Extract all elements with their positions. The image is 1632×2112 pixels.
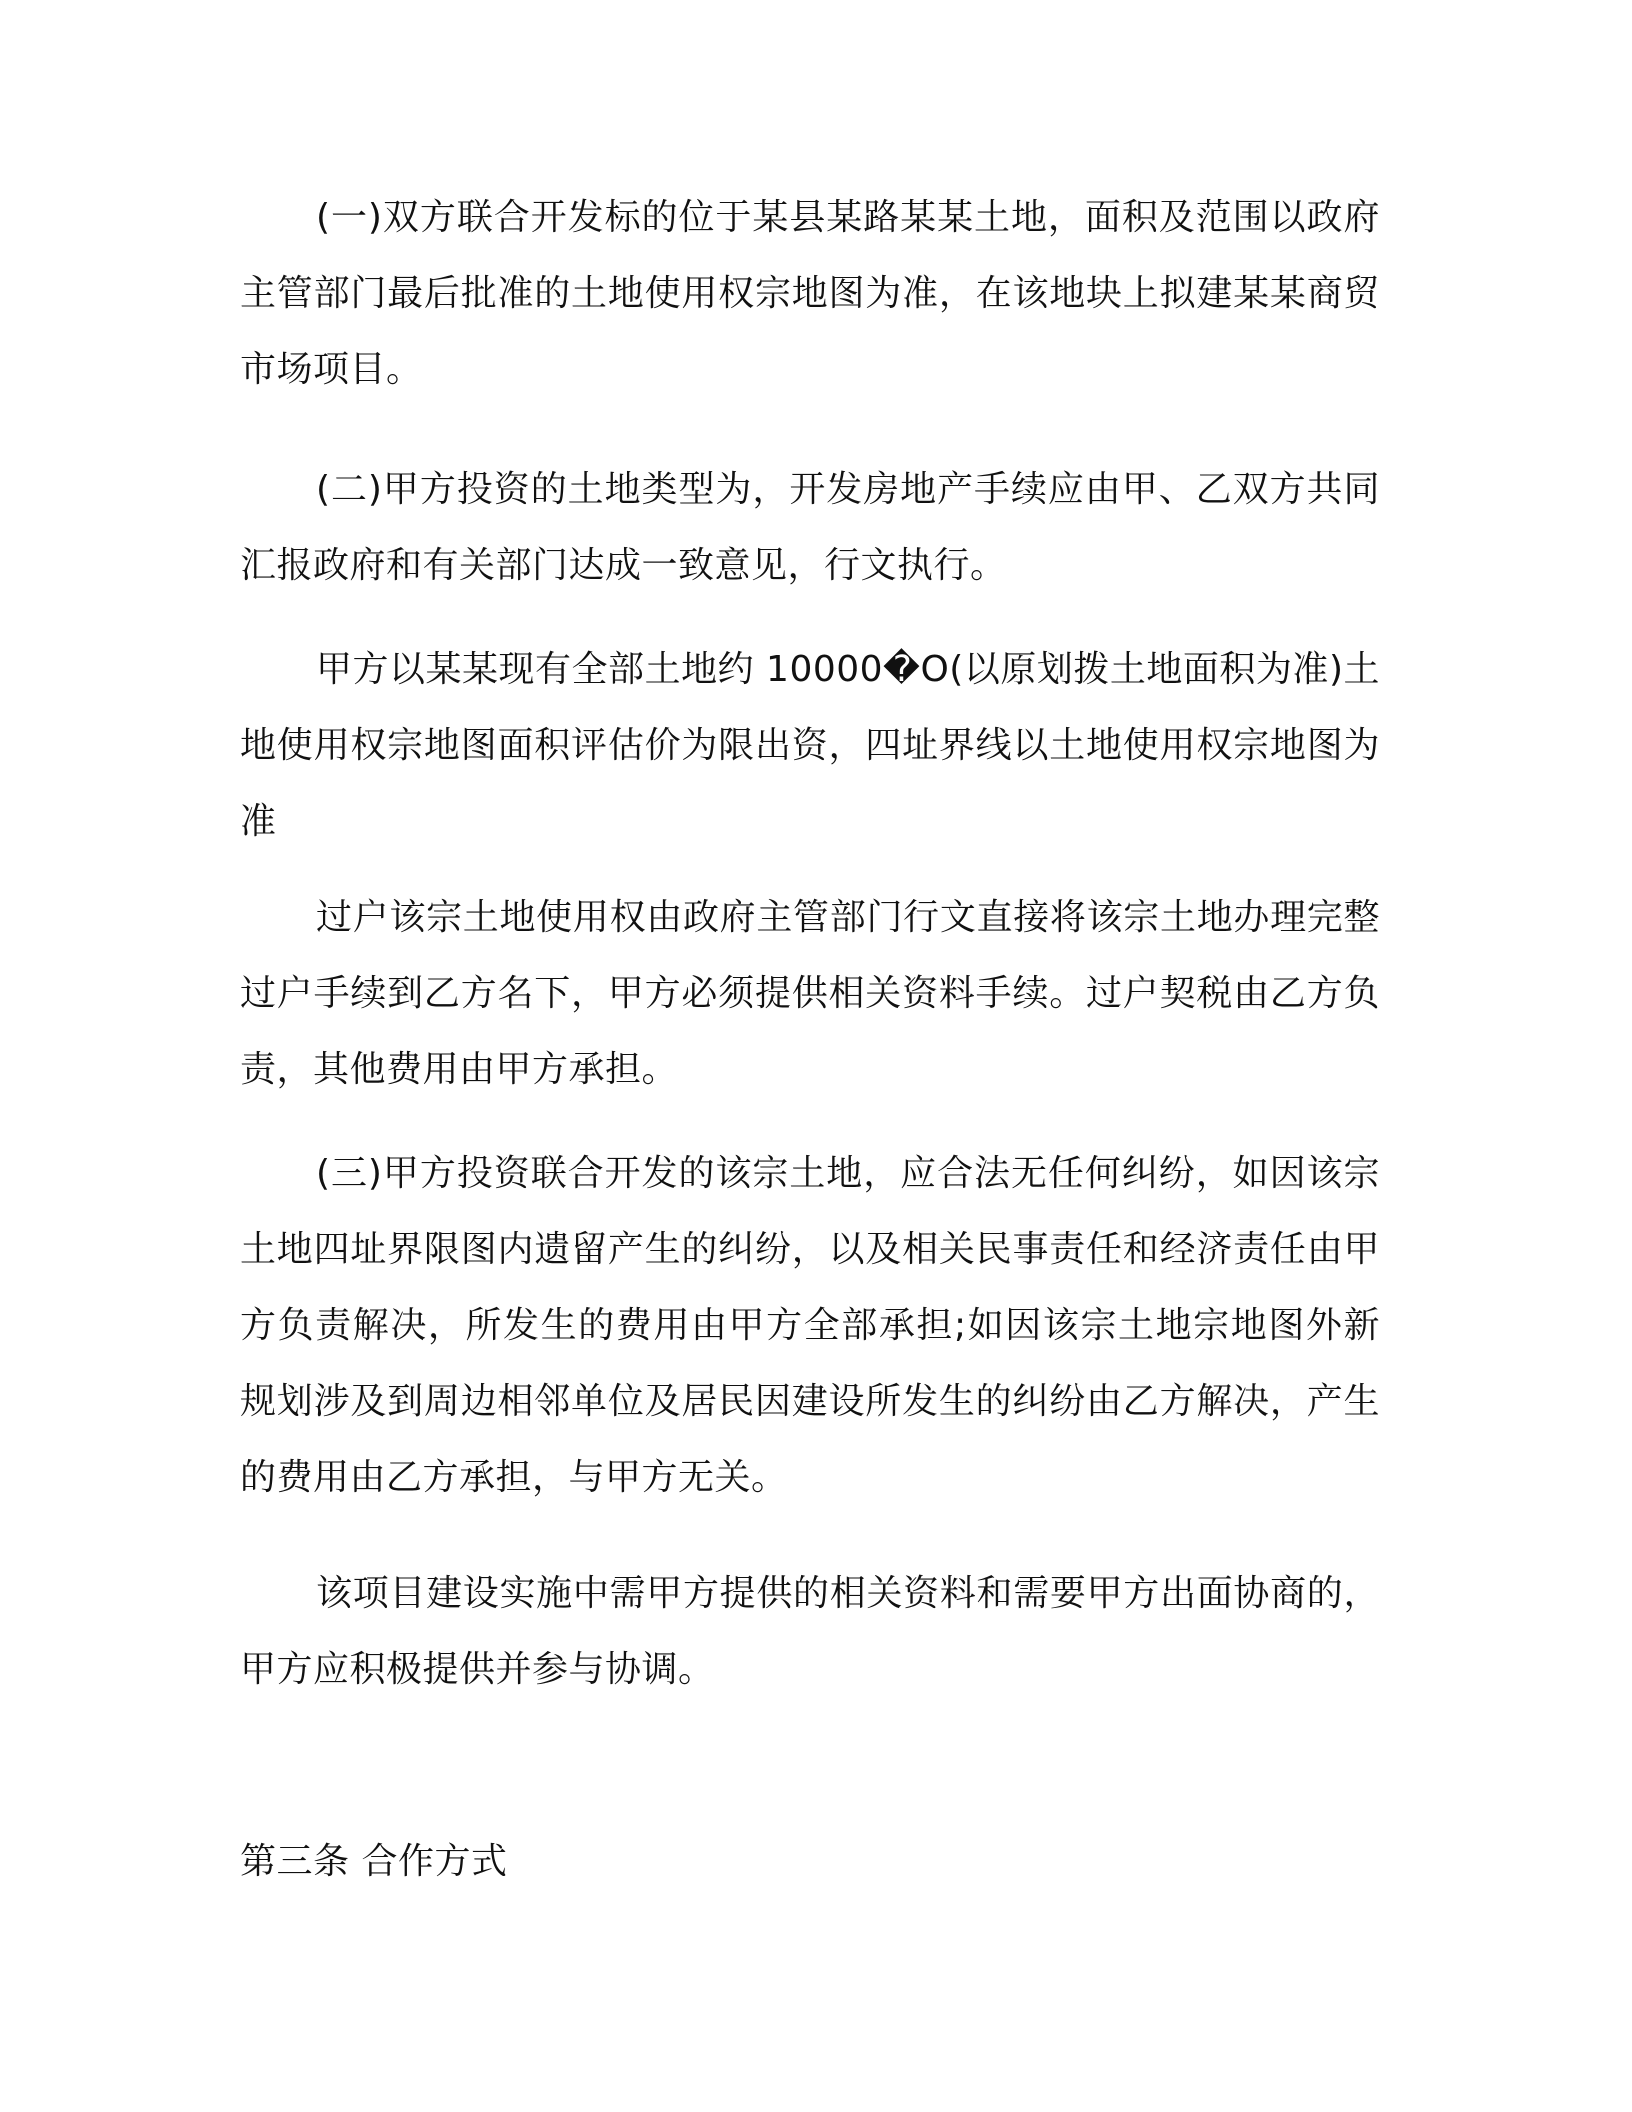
paragraph-text: (三)甲方投资联合开发的该宗土地，应合法无任何纠纷，如因该宗土地四址界限图内遗留产生的纠纷，以及相关民事责任和经济责任由甲方负责解决，所发生的费用由甲方全部承担;如因该宗土地宗地图外新规划涉及到周边相邻单位及居民因建设所发生的纠纷由乙方解决，产生的费用由乙方承担，与甲方无关。 [240,1153,1380,1498]
paragraph-transfer [240,880,1380,1108]
paragraph-text: 甲方以某某现有全部土地约 10000�O(以原划拨土地面积为准)土地使用权宗地图面积评估价为限出资，四址界线以土地使用权宗地图为准 [240,649,1380,842]
paragraph-land-location [240,180,1380,408]
section-heading: 第三条 合作方式 [240,1841,508,1882]
paragraph-text: 过户该宗土地使用权由政府主管部门行文直接将该宗土地办理完整过户手续到乙方名下，甲方必须提供相关资料手续。过户契税由乙方负责，其他费用由甲方承担。 [240,897,1380,1090]
paragraph-land-type [240,452,1380,604]
paragraph-text: (二)甲方投资的土地类型为，开发房地产手续应由甲、乙双方共同汇报政府和有关部门达成一致意见，行文执行。 [240,469,1380,586]
paragraph-cooperation [240,1556,1380,1708]
paragraph-disputes [240,1136,1380,1516]
paragraph-text: (一)双方联合开发标的位于某县某路某某土地，面积及范围以政府主管部门最后批准的土地使用权宗地图为准，在该地块上拟建某某商贸市场项目。 [240,197,1380,390]
paragraph-capital-contribution [240,632,1380,860]
paragraph-text: 该项目建设实施中需甲方提供的相关资料和需要甲方出面协商的，甲方应积极提供并参与协调。 [240,1573,1380,1690]
